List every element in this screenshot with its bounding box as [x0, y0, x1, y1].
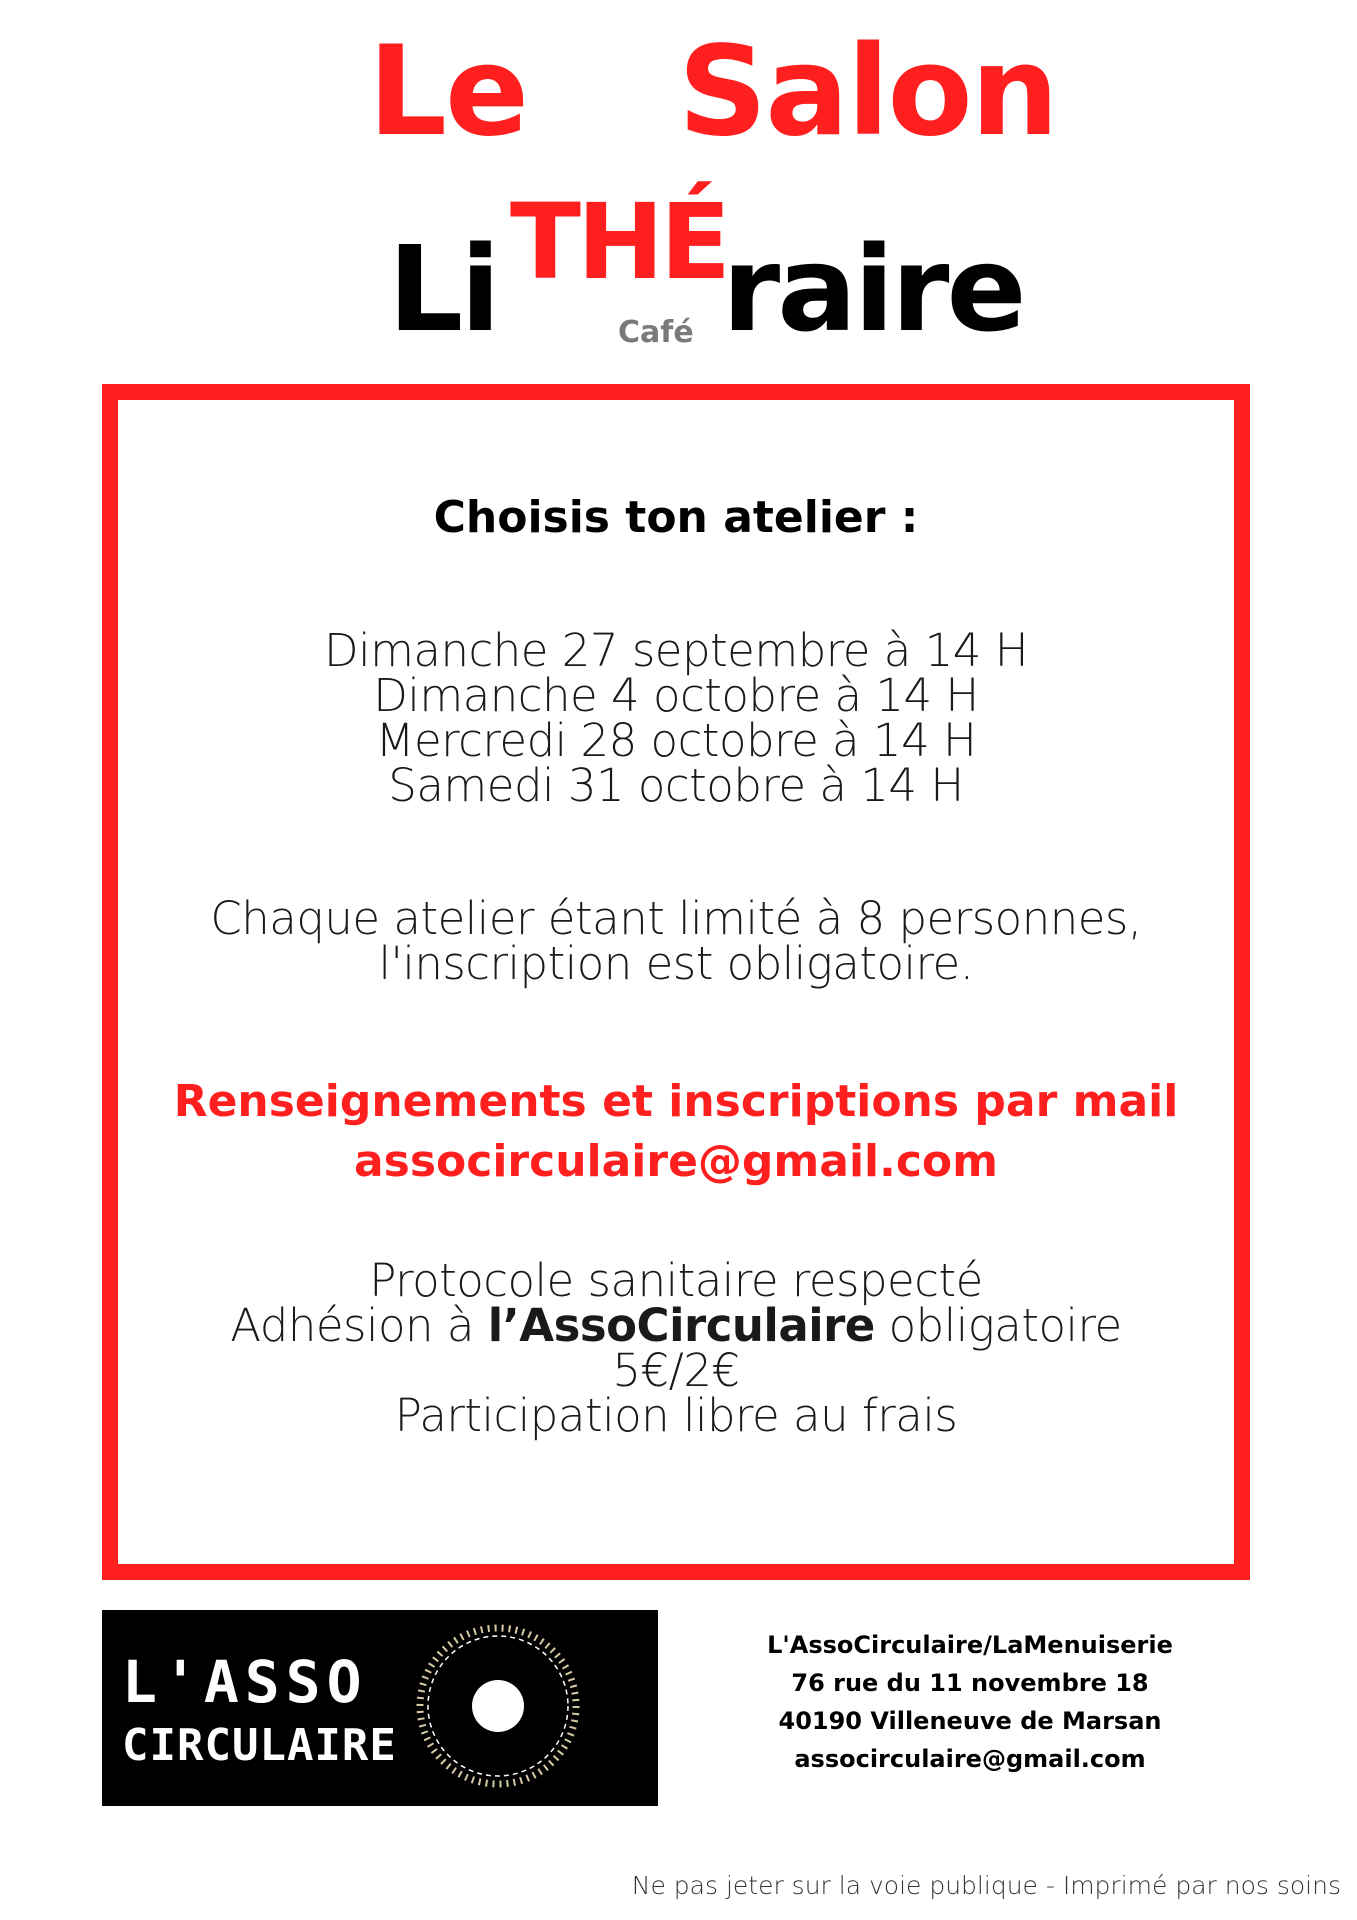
logo-line1: L'ASSO [122, 1648, 368, 1716]
title-le: Le [368, 20, 528, 164]
adhesion-line [118, 1299, 1234, 1352]
footer-note: Ne pas jeter sur la voie publique - Imprimé par nos soins [631, 1871, 1341, 1900]
protocol-line: Protocole sanitaire respecté [369, 1254, 983, 1307]
title-the: THÉ [510, 181, 728, 303]
title-salon: Salon [678, 20, 1057, 164]
adhesion-bold: l’AssoCirculaire [487, 1299, 875, 1352]
dates-list [118, 624, 1234, 812]
date-item: Dimanche 4 octobre à 14 H [373, 669, 979, 722]
date-item: Samedi 31 octobre à 14 H [388, 759, 964, 812]
logo-line2: CIRCULAIRE [122, 1720, 397, 1771]
title-cafe: Café [618, 315, 694, 350]
conditions-text [118, 1254, 1234, 1442]
contact-line: Renseignements et inscriptions par mail [173, 1076, 1179, 1127]
address-line: L'AssoCirculaire/LaMenuiserie [767, 1631, 1173, 1659]
limit-line: Chaque atelier étant limité à 8 personnes, [210, 892, 1142, 945]
title-raire: raire [722, 220, 1024, 358]
address-line: 40190 Villeneuve de Marsan [778, 1707, 1162, 1735]
date-item: Mercredi 28 octobre à 14 H [375, 714, 977, 767]
address-block [740, 1626, 1200, 1778]
limit-text [118, 892, 1234, 990]
title-li: Li [388, 220, 498, 358]
address-line: 76 rue du 11 novembre 18 [791, 1669, 1149, 1697]
contact-email[interactable]: associrculaire@gmail.com [353, 1136, 999, 1187]
price-line: 5€/2€ [612, 1344, 740, 1397]
associrculaire-logo [102, 1610, 658, 1806]
logo-graphic [102, 1610, 658, 1806]
participation-line: Participation libre au frais [394, 1389, 958, 1442]
box-heading: Choisis ton atelier : [433, 492, 919, 543]
contact-text [118, 1072, 1234, 1192]
adhesion-post: obligatoire [874, 1299, 1122, 1352]
limit-line: l'inscription est obligatoire. [378, 937, 974, 990]
address-email[interactable]: associrculaire@gmail.com [794, 1745, 1146, 1773]
adhesion-pre: Adhésion à [230, 1299, 488, 1352]
date-item: Dimanche 27 septembre à 14 H [323, 624, 1029, 677]
